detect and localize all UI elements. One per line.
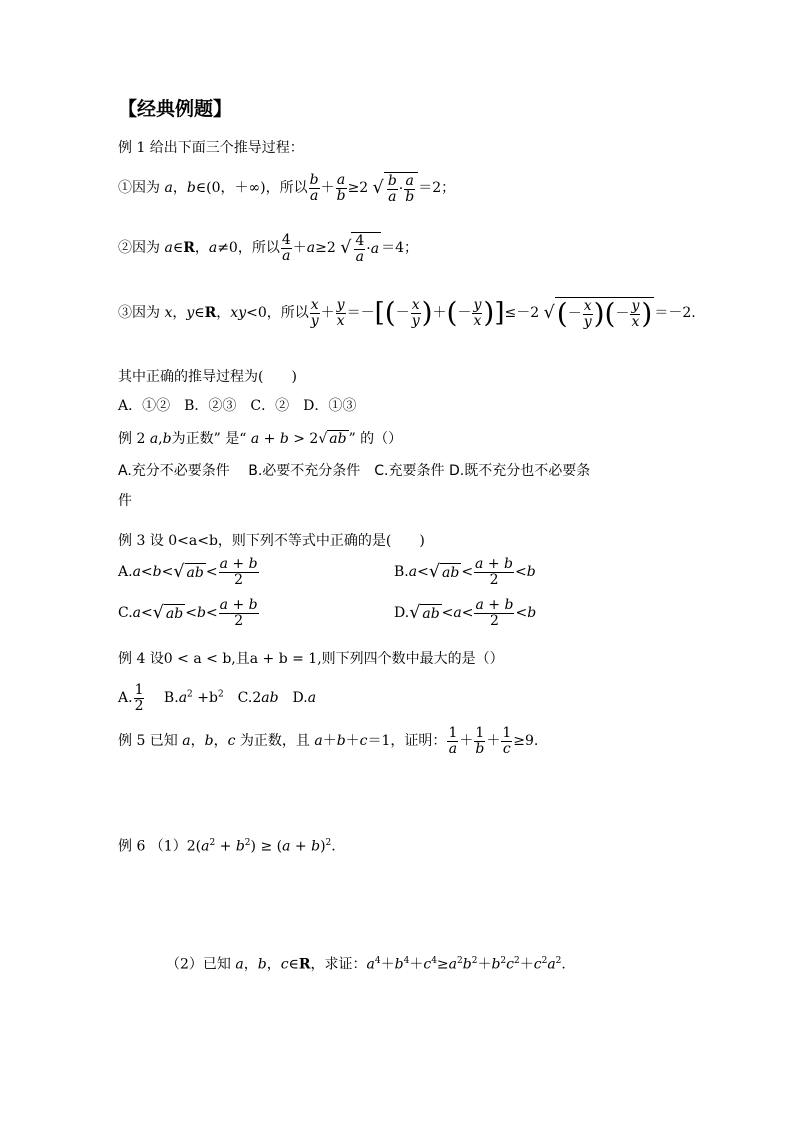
- example-3-option-b: B.a<√ ab < $\frac{a + b}{2}$ <b: [394, 556, 536, 588]
- example-5-stem: 例 5 已知 a，b，c 为正数，且 a＋b＋c＝1，证明： $\frac{1}{a}$ ＋ $\frac{1}{b}$ ＋ $\frac{1}{c}$ ≥9.: [118, 725, 539, 757]
- example-6-part-1: 例 6 $(1)2(a^2 + b^2) \ge (a + b)^2$.: [118, 838, 336, 855]
- example-2-stem: 例 2 a,b为正数” 是“ a + b > 2√ ab ” 的（）: [118, 430, 403, 447]
- example-3-stem: 例 3 设 0<a<b，则下列不等式中正确的是( ): [118, 533, 425, 549]
- section-heading: 【经典例题】: [118, 98, 233, 120]
- example-3-option-c: C.a<√ ab <b< $\frac{a + b}{2}$: [118, 597, 258, 629]
- example-1-item-2: ②因为 a∈R，a≠0，所以 $\frac{4}{a}$ ＋a≥2 √ $\frac{4}{a}$ ·a ＝4；: [118, 232, 419, 265]
- example-1-item-3: ③因为 x，y∈R，xy<0，所以 $\frac{x}{y}$ ＋ $\frac{y}{x}$ ＝－[(－ $\frac{x}{y}$ )＋(－ $\frac{y}{x}$ )]≤－2 √(－ $\frac{x}{y}$ )(－ $\frac{y}{x}$ ) ＝－2.: [118, 296, 696, 331]
- example-4-options: A. $\frac{1}{2}$ $B.a^2 +b^2$ C.2ab D.a: [118, 682, 317, 714]
- example-1-options: A．①② B．②③ C．② D．①③: [118, 398, 357, 414]
- example-1-item-1: ①因为 a，b∈(0，＋∞)，所以 $\frac{b}{a}$ ＋ $\frac{a}{b}$ ≥2 √ $\frac{b}{a}$ · $\frac{a}{b}$ ＝2；: [118, 172, 456, 205]
- example-2-options-line-1: A.充分不必要条件 B.必要不充分条件 C.充要条件 D.既不充分也不必要条: [118, 463, 591, 479]
- example-1-question: 其中正确的推导过程为( ): [118, 369, 297, 385]
- example-4-stem: 例 4 设0 < a < b,且a + b = 1,则下列四个数中最大的是（）: [118, 651, 504, 667]
- example-2-options-line-2: 件: [118, 493, 132, 509]
- example-3-option-d: D.√ ab <a< $\frac{a + b}{2}$ <b: [394, 597, 537, 629]
- example-6-part-2: （2）已知 a，b，c∈R，求证：$a^4+b^4+c^4\ge a^2b^2+b^2c^2+c^2a^2$.: [166, 956, 566, 973]
- example-3-option-a: A.a<b<√ ab < $\frac{a + b}{2}$: [118, 556, 258, 588]
- example-1-intro: 例 1 给出下面三个推导过程：: [118, 140, 304, 156]
